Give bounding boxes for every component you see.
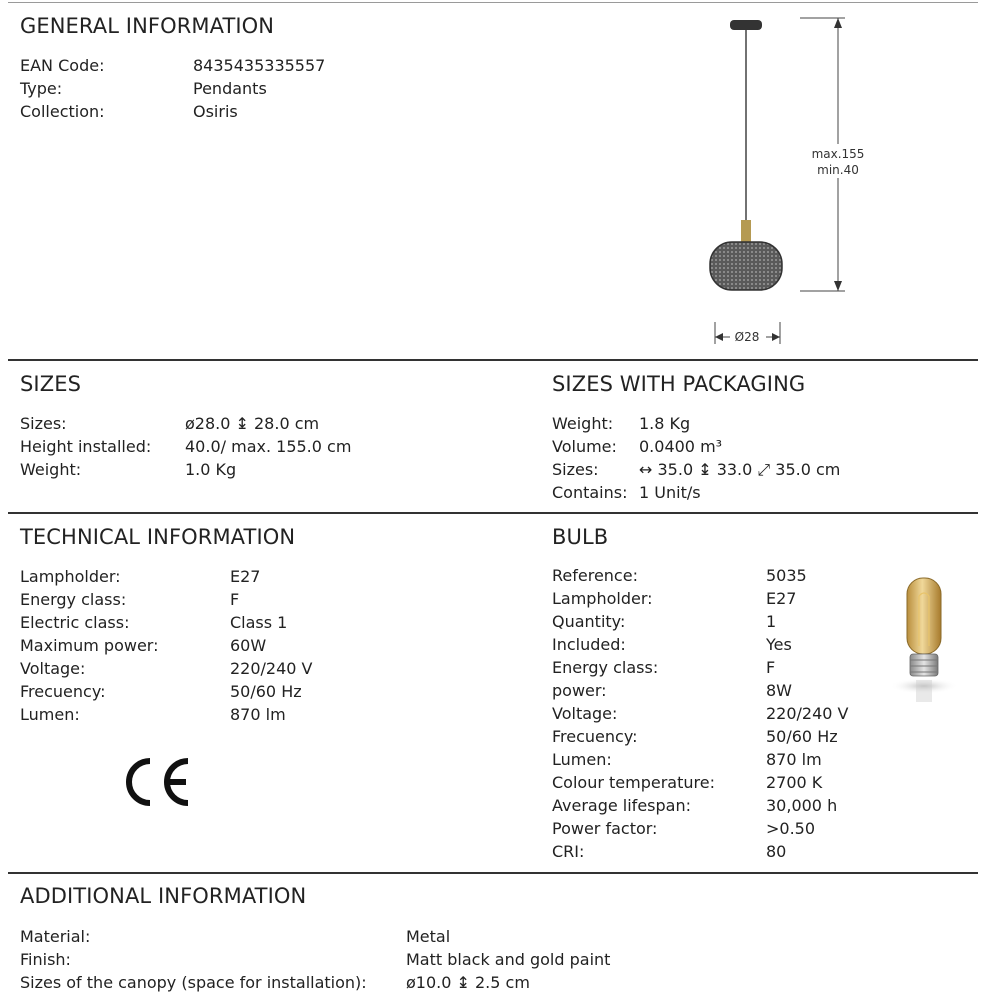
additional-label: Sizes of the canopy (space for installation):	[20, 973, 367, 992]
additional-label: Material:	[20, 927, 91, 946]
packaging-title: SIZES WITH PACKAGING	[552, 372, 806, 396]
technical-value: F	[230, 590, 240, 609]
technical-divider	[8, 512, 978, 514]
sizes-value: ø28.0 ↨ 28.0 cm	[185, 414, 320, 433]
bulb-value: E27	[766, 589, 797, 608]
sizes-label: Sizes:	[20, 414, 67, 433]
technical-value: 870 lm	[230, 705, 286, 724]
bulb-value: 1	[766, 612, 777, 631]
bulb-label: power:	[552, 681, 607, 700]
packaging-label: Contains:	[552, 483, 628, 502]
pendant-dimension-diagram	[690, 10, 890, 355]
general-information-title: GENERAL INFORMATION	[20, 14, 275, 38]
bulb-label: Colour temperature:	[552, 773, 715, 792]
bulb-value: 50/60 Hz	[766, 727, 838, 746]
general-label: Collection:	[20, 102, 105, 121]
technical-label: Maximum power:	[20, 636, 159, 655]
canopy-shape	[730, 20, 762, 30]
bulb-value: 2700 K	[766, 773, 823, 792]
additional-title: ADDITIONAL INFORMATION	[20, 884, 307, 908]
bulb-label: Included:	[552, 635, 626, 654]
bulb-base-shape	[910, 654, 938, 676]
general-label: Type:	[20, 79, 63, 98]
bulb-value: >0.50	[766, 819, 816, 838]
bulb-title: BULB	[552, 525, 609, 549]
general-value: 8435435335557	[193, 56, 326, 75]
packaging-label: Weight:	[552, 414, 614, 433]
diameter-arrow-left-icon	[715, 333, 723, 341]
sizes-title: SIZES	[20, 372, 82, 396]
gold-holder-shape	[741, 220, 751, 244]
bulb-value: Yes	[766, 635, 792, 654]
bulb-label: Lampholder:	[552, 589, 653, 608]
technical-value: 60W	[230, 636, 267, 655]
bulb-label: Energy class:	[552, 658, 659, 677]
technical-label: Energy class:	[20, 590, 127, 609]
bulb-label: Quantity:	[552, 612, 626, 631]
bulb-value: 220/240 V	[766, 704, 849, 723]
bulb-value: 30,000 h	[766, 796, 838, 815]
height-label-min: min.40	[817, 163, 859, 177]
bulb-value: 80	[766, 842, 787, 861]
sizes-value: 40.0/ max. 155.0 cm	[185, 437, 352, 456]
packaging-label: Volume:	[552, 437, 617, 456]
packaging-label: Sizes:	[552, 460, 599, 479]
top-divider	[8, 2, 978, 3]
technical-value: 50/60 Hz	[230, 682, 302, 701]
bulb-value: 8W	[766, 681, 792, 700]
additional-divider	[8, 872, 978, 874]
bulb-value: F	[766, 658, 776, 677]
mesh-shade-shape	[710, 242, 782, 290]
technical-title: TECHNICAL INFORMATION	[20, 525, 296, 549]
sizes-value: 1.0 Kg	[185, 460, 237, 479]
height-label-max: max.155	[811, 147, 865, 161]
sizes-divider	[8, 359, 978, 361]
diameter-label: Ø28	[734, 330, 760, 344]
bulb-label: Lumen:	[552, 750, 612, 769]
additional-label: Finish:	[20, 950, 71, 969]
technical-label: Frecuency:	[20, 682, 106, 701]
technical-value: E27	[230, 567, 261, 586]
height-arrow-down-icon	[834, 281, 842, 291]
ce-mark-icon	[122, 755, 192, 809]
bulb-value: 5035	[766, 566, 807, 585]
bulb-label: Frecuency:	[552, 727, 638, 746]
bulb-label: CRI:	[552, 842, 585, 861]
additional-value: Matt black and gold paint	[406, 950, 611, 969]
bulb-label: Average lifespan:	[552, 796, 691, 815]
technical-label: Electric class:	[20, 613, 130, 632]
technical-value: 220/240 V	[230, 659, 313, 678]
packaging-value: 0.0400 m³	[639, 437, 723, 456]
technical-label: Lampholder:	[20, 567, 121, 586]
sizes-label: Weight:	[20, 460, 82, 479]
general-value: Pendants	[193, 79, 267, 98]
packaging-value: ↔ 35.0 ↨ 33.0 ⤢ 35.0 cm	[639, 460, 841, 479]
diameter-arrow-right-icon	[772, 333, 780, 341]
packaging-value: 1.8 Kg	[639, 414, 691, 433]
technical-label: Lumen:	[20, 705, 80, 724]
bulb-label: Reference:	[552, 566, 638, 585]
bulb-glass-shape	[907, 578, 941, 654]
technical-label: Voltage:	[20, 659, 86, 678]
sizes-label: Height installed:	[20, 437, 152, 456]
height-arrow-up-icon	[834, 18, 842, 28]
packaging-value: 1 Unit/s	[639, 483, 701, 502]
additional-value: Metal	[406, 927, 451, 946]
general-value: Osiris	[193, 102, 238, 121]
bulb-image	[886, 572, 962, 710]
bulb-label: Voltage:	[552, 704, 618, 723]
bulb-value: 870 lm	[766, 750, 822, 769]
technical-value: Class 1	[230, 613, 288, 632]
bulb-label: Power factor:	[552, 819, 658, 838]
general-label: EAN Code:	[20, 56, 105, 75]
additional-value: ø10.0 ↨ 2.5 cm	[406, 973, 530, 992]
